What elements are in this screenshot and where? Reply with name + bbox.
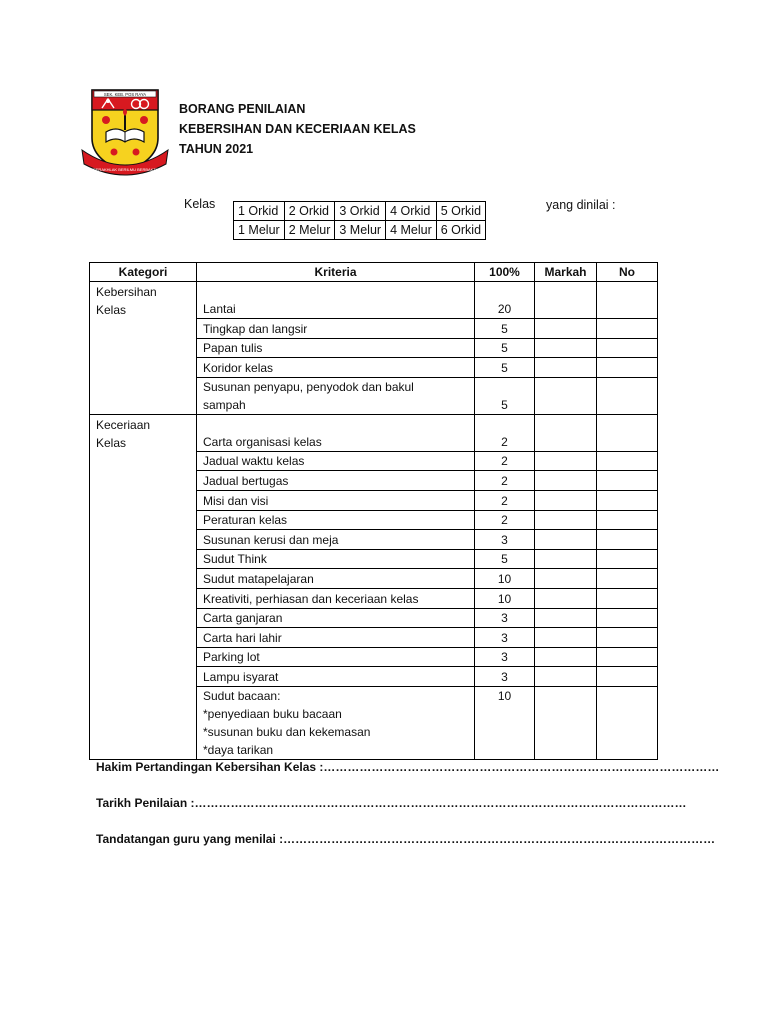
markah-input-cell[interactable] <box>535 282 597 319</box>
markah-input-cell[interactable] <box>535 647 597 667</box>
score-cell: 3 <box>475 667 535 687</box>
yang-dinilai-label: yang dinilai : <box>546 198 616 212</box>
criteria-cell: Sudut Think <box>197 549 475 569</box>
hakim-line[interactable]: Hakim Pertandingan Kebersihan Kelas :……………………………………………………………………………………… <box>96 760 720 774</box>
no-input-cell[interactable] <box>597 628 658 648</box>
no-input-cell[interactable] <box>597 377 658 414</box>
no-input-cell[interactable] <box>597 647 658 667</box>
markah-input-cell[interactable] <box>535 608 597 628</box>
markah-input-cell[interactable] <box>535 338 597 358</box>
markah-input-cell[interactable] <box>535 377 597 414</box>
score-cell: 5 <box>475 358 535 378</box>
markah-input-cell[interactable] <box>535 588 597 608</box>
score-cell: 5 <box>475 338 535 358</box>
markah-input-cell[interactable] <box>535 549 597 569</box>
category-name: Kelas <box>96 303 127 317</box>
no-input-cell[interactable] <box>597 530 658 550</box>
table-row <box>90 414 658 451</box>
criteria-cell: Jadual waktu kelas <box>197 451 475 471</box>
score-cell: 10 <box>475 588 535 608</box>
no-input-cell[interactable] <box>597 549 658 569</box>
class-row <box>234 202 486 221</box>
markah-input-cell[interactable] <box>535 510 597 530</box>
table-header-row <box>90 263 658 282</box>
tarikh-line[interactable]: Tarikh Penilaian :…………………………………………………………………………………………………………… <box>96 796 687 810</box>
criteria-cell: Sudut matapelajaran <box>197 569 475 589</box>
form-header <box>179 99 416 159</box>
no-input-cell[interactable] <box>597 319 658 339</box>
assessment-table <box>89 262 658 760</box>
class-cell[interactable]: 1 Orkid <box>234 202 285 221</box>
category-name: Keceriaan <box>96 417 151 432</box>
score-cell: 5 <box>475 377 535 414</box>
criteria-cell: Lantai <box>197 282 475 319</box>
no-input-cell[interactable] <box>597 686 658 759</box>
criteria-cell: Carta organisasi kelas <box>197 414 475 451</box>
criteria-line: Sudut bacaan: <box>203 688 281 703</box>
markah-input-cell[interactable] <box>535 686 597 759</box>
score-cell: 2 <box>475 414 535 451</box>
class-row <box>234 221 486 240</box>
kelas-label: Kelas <box>184 197 216 211</box>
score-cell: 5 <box>475 319 535 339</box>
criteria-cell: Jadual bertugas <box>197 471 475 491</box>
no-input-cell[interactable] <box>597 338 658 358</box>
score-cell: 2 <box>475 471 535 491</box>
criteria-cell: Misi dan visi <box>197 490 475 510</box>
class-cell[interactable]: 5 Orkid <box>436 202 485 221</box>
no-input-cell[interactable] <box>597 471 658 491</box>
criteria-line: *daya tarikan <box>203 742 274 757</box>
no-input-cell[interactable] <box>597 667 658 687</box>
markah-input-cell[interactable] <box>535 667 597 687</box>
markah-input-cell[interactable] <box>535 530 597 550</box>
score-cell: 2 <box>475 490 535 510</box>
class-cell[interactable]: 6 Orkid <box>436 221 485 240</box>
markah-input-cell[interactable] <box>535 414 597 451</box>
no-input-cell[interactable] <box>597 451 658 471</box>
criteria-cell: Tingkap dan langsir <box>197 319 475 339</box>
criteria-cell <box>197 686 475 759</box>
header-markah: Markah <box>535 263 597 282</box>
class-cell[interactable]: 1 Melur <box>234 221 285 240</box>
score-cell: 10 <box>475 686 535 759</box>
header-percent: 100% <box>475 263 535 282</box>
tandatangan-line[interactable]: Tandatangan guru yang menilai :……………………………………………………………………………………………… <box>96 832 716 846</box>
criteria-cell: Kreativiti, perhiasan dan keceriaan kelas <box>197 588 475 608</box>
no-input-cell[interactable] <box>597 569 658 589</box>
class-cell[interactable]: 4 Orkid <box>386 202 437 221</box>
score-cell: 2 <box>475 451 535 471</box>
score-cell: 2 <box>475 510 535 530</box>
class-cell[interactable]: 3 Orkid <box>335 202 386 221</box>
category-name: Kelas <box>96 435 127 450</box>
criteria-cell: Lampu isyarat <box>197 667 475 687</box>
criteria-cell: Koridor kelas <box>197 358 475 378</box>
table-row <box>90 282 658 319</box>
form-subtitle: KEBERSIHAN DAN KECERIAAN KELAS <box>179 122 416 136</box>
markah-input-cell[interactable] <box>535 490 597 510</box>
class-table <box>233 201 486 240</box>
score-cell: 5 <box>475 549 535 569</box>
no-input-cell[interactable] <box>597 510 658 530</box>
markah-input-cell[interactable] <box>535 451 597 471</box>
criteria-line: Susunan penyapu, penyodok dan bakul <box>203 379 414 394</box>
form-year: TAHUN 2021 <box>179 142 254 156</box>
criteria-cell: Papan tulis <box>197 338 475 358</box>
no-input-cell[interactable] <box>597 414 658 451</box>
markah-input-cell[interactable] <box>535 569 597 589</box>
criteria-cell: Carta hari lahir <box>197 628 475 648</box>
score-cell: 3 <box>475 530 535 550</box>
markah-input-cell[interactable] <box>535 628 597 648</box>
logo-motto: BERAKHLAK BERILMU BERBAKTI <box>93 167 157 172</box>
header-kategori: Kategori <box>90 263 197 282</box>
markah-input-cell[interactable] <box>535 319 597 339</box>
class-cell[interactable]: 3 Melur <box>335 221 386 240</box>
criteria-cell: Peraturan kelas <box>197 510 475 530</box>
score-cell: 3 <box>475 608 535 628</box>
category-kebersihan <box>90 282 197 415</box>
criteria-line: *susunan buku dan kekemasan <box>203 724 371 739</box>
category-name: Kebersihan <box>96 285 157 299</box>
no-input-cell[interactable] <box>597 588 658 608</box>
header-no: No <box>597 263 658 282</box>
markah-input-cell[interactable] <box>535 471 597 491</box>
score-cell: 3 <box>475 628 535 648</box>
criteria-line: *penyediaan buku bacaan <box>203 706 342 721</box>
score-cell: 10 <box>475 569 535 589</box>
school-crest-logo <box>80 86 170 182</box>
class-cell[interactable]: 2 Orkid <box>284 202 335 221</box>
score-cell: 3 <box>475 647 535 667</box>
markah-input-cell[interactable] <box>535 358 597 378</box>
no-input-cell[interactable] <box>597 608 658 628</box>
class-cell[interactable]: 4 Melur <box>386 221 437 240</box>
criteria-cell: Susunan kerusi dan meja <box>197 530 475 550</box>
class-cell[interactable]: 2 Melur <box>284 221 335 240</box>
criteria-cell: Parking lot <box>197 647 475 667</box>
header-kriteria: Kriteria <box>197 263 475 282</box>
category-keceriaan <box>90 414 197 759</box>
criteria-cell <box>197 377 475 414</box>
form-title: BORANG PENILAIAN <box>179 102 306 116</box>
no-input-cell[interactable] <box>597 490 658 510</box>
criteria-line: sampah <box>203 397 246 412</box>
no-input-cell[interactable] <box>597 358 658 378</box>
no-input-cell[interactable] <box>597 282 658 319</box>
score-cell: 20 <box>475 282 535 319</box>
criteria-cell: Carta ganjaran <box>197 608 475 628</box>
logo-top-text: SEK. KEB. POS RAYA <box>103 92 147 97</box>
